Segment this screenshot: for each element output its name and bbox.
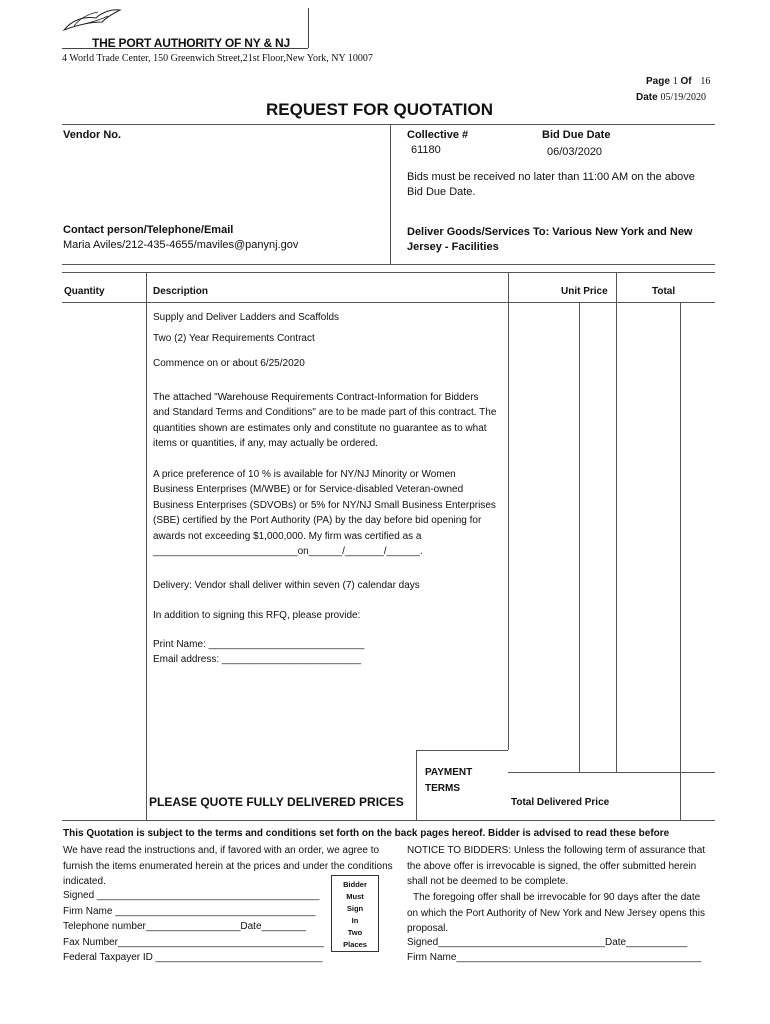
date: Date 05/19/2020: [636, 92, 707, 103]
collective-value: 61180: [411, 144, 441, 156]
bid-due-value: 06/03/2020: [547, 146, 603, 158]
bid-due-label: Bid Due Date: [542, 129, 611, 141]
terms-notice: This Quotation is subject to the terms and conditions set forth on the back pages hereof. Bidder is advised to read these before: [63, 828, 670, 839]
desc-paragraph: A price preference of 10 % is available for NY/NJ Minority or Women Business Enterprises (M/WBE) or for Service-disabled Veteran-owned Business Enterprises (SDVOBs) or 5% for NY/NJ Small Business Enterprises (SBE) certified by the Port Authority (PA) by the day before bid opening for awards not exceeding $1,000,000. My firm was certified as a __________________________on______/_______/______.: [153, 468, 496, 557]
signed-field[interactable]: Signed ________________________________________: [63, 890, 320, 901]
col-unit-price: Unit Price: [561, 286, 608, 297]
please-quote: PLEASE QUOTE FULLY DELIVERED PRICES: [149, 795, 404, 809]
desc-line: Print Name: ____________________________: [153, 638, 365, 650]
vendor-label: Vendor No.: [63, 129, 122, 141]
bird-logo-icon: [62, 6, 122, 34]
bids-note: Bids must be received no later than 11:00 AM on the above Bid Due Date.: [407, 171, 695, 198]
collective-label: Collective #: [407, 129, 469, 141]
desc-line: In addition to signing this RFQ, please provide:: [153, 610, 361, 621]
col-description: Description: [153, 286, 209, 297]
firm-name-field[interactable]: Firm Name ____________________________________: [63, 906, 316, 917]
page-title: REQUEST FOR QUOTATION: [266, 100, 493, 119]
desc-line: Commence on or about 6/25/2020: [153, 358, 305, 369]
total-delivered-label: Total Delivered Price: [511, 797, 610, 808]
desc-paragraph: The attached "Warehouse Requirements Contract-Information for Bidders and Standard Terms and Conditions" are to be made part of this contract. The quantities shown are estimates only and constitute no guarantee as to what items or quantities, if any, may actually be ordered.: [153, 391, 497, 449]
col-quantity: Quantity: [64, 286, 105, 297]
logo: [62, 6, 308, 50]
description-body: [153, 310, 498, 668]
bidder-sign-box: Bidder Must Sign In Two Places: [331, 875, 379, 952]
deliver-to: Deliver Goods/Services To: Various New York and New Jersey - Facilities: [407, 226, 693, 253]
right-firm-name-field[interactable]: Firm Name____________________________________________: [407, 952, 702, 963]
desc-line: Email address: _________________________: [153, 654, 361, 665]
address: 4 World Trade Center, 150 Greenwich Street,21st Floor,New York, NY 10007: [62, 53, 373, 64]
desc-line: Delivery: Vendor shall deliver within seven (7) calendar days: [153, 579, 420, 591]
contact-label: Contact person/Telephone/Email: [63, 224, 234, 236]
taxpayer-id-field[interactable]: Federal Taxpayer ID ______________________________: [63, 952, 323, 963]
left-agreement: We have read the instructions and, if favored with an order, we agree to furnish the items enumerated herein at the prices and under the conditions indicated.: [63, 845, 393, 887]
right-signed-field[interactable]: Signed______________________________Date___________: [407, 937, 688, 948]
payment-terms: PAYMENT TERMS: [425, 767, 473, 794]
irrevocable-offer: The foregoing offer shall be irrevocable for 90 days after the date on which the Port Authority of New York and New Jersey opens this proposal.: [407, 892, 705, 934]
desc-line: Two (2) Year Requirements Contract: [153, 332, 315, 344]
fax-field[interactable]: Fax Number_____________________________________: [63, 937, 324, 948]
notice-to-bidders: NOTICE TO BIDDERS: Unless the following term of assurance that the above offer is irrevocable is signed, the offer submitted herein shall not be deemed to be complete.: [407, 845, 706, 887]
logo-text: THE PORT AUTHORITY OF NY & NJ: [92, 36, 290, 50]
page-indicator: Page 1 Of 16: [646, 76, 711, 87]
telephone-field[interactable]: Telephone number_________________Date________: [63, 921, 306, 932]
col-total: Total: [652, 286, 676, 297]
desc-line: Supply and Deliver Ladders and Scaffolds: [153, 312, 340, 323]
contact-value: Maria Aviles/212-435-4655/maviles@panynj.gov: [63, 239, 299, 251]
